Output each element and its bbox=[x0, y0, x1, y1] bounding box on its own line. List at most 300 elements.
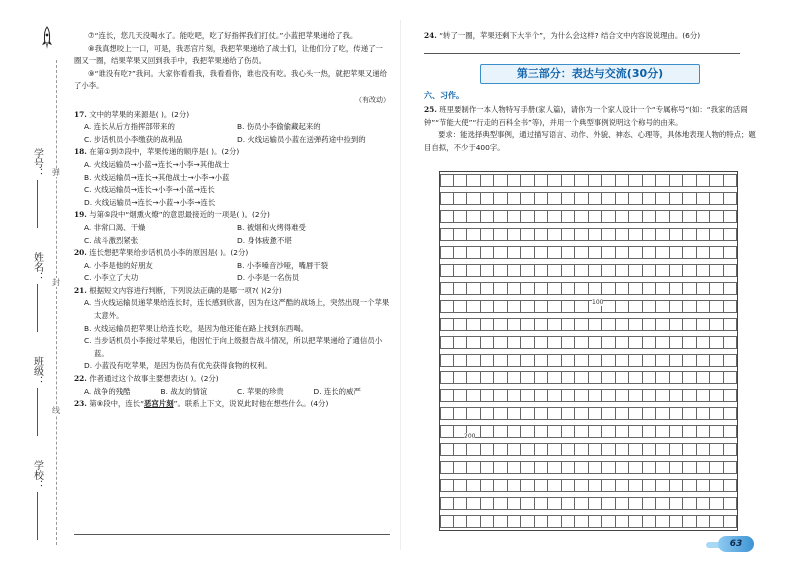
grid-cell[interactable] bbox=[440, 497, 454, 510]
grid-cell[interactable] bbox=[481, 497, 495, 510]
grid-cell[interactable] bbox=[683, 174, 697, 187]
grid-cell[interactable] bbox=[629, 479, 643, 492]
grid-cell[interactable] bbox=[616, 389, 630, 402]
grid-cell[interactable] bbox=[508, 461, 522, 474]
option[interactable]: D. 连长的威严 bbox=[313, 386, 361, 396]
grid-cell[interactable] bbox=[508, 354, 522, 367]
grid-cell[interactable] bbox=[710, 497, 724, 510]
grid-cell[interactable] bbox=[697, 246, 711, 259]
grid-cell[interactable] bbox=[535, 371, 549, 384]
grid-cell[interactable] bbox=[575, 228, 589, 241]
option[interactable]: B. 战友的情谊 bbox=[160, 386, 208, 396]
grid-cell[interactable] bbox=[521, 425, 535, 438]
grid-cell[interactable] bbox=[643, 425, 657, 438]
grid-cell[interactable] bbox=[494, 192, 508, 205]
grid-cell[interactable] bbox=[535, 228, 549, 241]
grid-cell[interactable] bbox=[602, 461, 616, 474]
grid-cell[interactable] bbox=[521, 497, 535, 510]
grid-cell[interactable] bbox=[575, 300, 589, 313]
grid-cell[interactable] bbox=[467, 282, 481, 295]
grid-cell[interactable] bbox=[548, 497, 562, 510]
grid-cell[interactable] bbox=[724, 515, 738, 528]
grid-cell[interactable] bbox=[508, 425, 522, 438]
grid-cell[interactable] bbox=[683, 192, 697, 205]
grid-cell[interactable] bbox=[656, 174, 670, 187]
grid-cell[interactable] bbox=[629, 192, 643, 205]
grid-cell[interactable] bbox=[656, 318, 670, 331]
grid-cell[interactable] bbox=[670, 354, 684, 367]
student-no-field[interactable]: 学号： bbox=[26, 148, 48, 228]
grid-cell[interactable] bbox=[575, 264, 589, 277]
grid-cell[interactable] bbox=[454, 497, 468, 510]
grid-cell[interactable] bbox=[656, 192, 670, 205]
grid-cell[interactable] bbox=[589, 174, 603, 187]
grid-cell[interactable] bbox=[535, 210, 549, 223]
grid-cell[interactable] bbox=[562, 443, 576, 456]
grid-cell[interactable] bbox=[535, 300, 549, 313]
grid-cell[interactable] bbox=[670, 300, 684, 313]
grid-cell[interactable] bbox=[575, 318, 589, 331]
grid-cell[interactable] bbox=[440, 300, 454, 313]
grid-cell[interactable] bbox=[467, 389, 481, 402]
grid-cell[interactable] bbox=[440, 282, 454, 295]
grid-cell[interactable] bbox=[467, 461, 481, 474]
grid-cell[interactable] bbox=[616, 300, 630, 313]
grid-cell[interactable] bbox=[575, 210, 589, 223]
grid-cell[interactable] bbox=[575, 515, 589, 528]
grid-cell[interactable] bbox=[629, 354, 643, 367]
grid-cell[interactable] bbox=[440, 210, 454, 223]
grid-cell[interactable] bbox=[710, 174, 724, 187]
grid-cell[interactable] bbox=[602, 300, 616, 313]
grid-cell[interactable] bbox=[670, 371, 684, 384]
grid-cell[interactable] bbox=[575, 443, 589, 456]
grid-cell[interactable] bbox=[440, 515, 454, 528]
grid-cell[interactable] bbox=[670, 515, 684, 528]
grid-cell[interactable] bbox=[697, 174, 711, 187]
grid-cell[interactable] bbox=[670, 407, 684, 420]
grid-cell[interactable] bbox=[697, 192, 711, 205]
grid-cell[interactable] bbox=[521, 264, 535, 277]
grid-cell[interactable] bbox=[724, 371, 738, 384]
grid-cell[interactable] bbox=[521, 228, 535, 241]
grid-cell[interactable] bbox=[656, 479, 670, 492]
grid-cell[interactable] bbox=[535, 389, 549, 402]
grid-cell[interactable] bbox=[494, 336, 508, 349]
grid-cell[interactable] bbox=[481, 443, 495, 456]
grid-cell[interactable] bbox=[467, 264, 481, 277]
grid-cell[interactable] bbox=[602, 515, 616, 528]
option[interactable]: D. 小蓝没有吃苹果，是因为伤员有优先获得食物的权利。 bbox=[84, 361, 272, 371]
grid-cell[interactable] bbox=[629, 174, 643, 187]
option[interactable]: C. 火线运输员→连长→小李→小蓝→连长 bbox=[84, 185, 215, 195]
option[interactable]: C. 战斗激烈紧张 bbox=[84, 235, 139, 245]
grid-cell[interactable] bbox=[697, 407, 711, 420]
grid-cell[interactable] bbox=[562, 300, 576, 313]
grid-cell[interactable] bbox=[656, 354, 670, 367]
grid-cell[interactable] bbox=[454, 443, 468, 456]
grid-cell[interactable] bbox=[656, 336, 670, 349]
grid-cell[interactable] bbox=[440, 389, 454, 402]
grid-cell[interactable] bbox=[508, 497, 522, 510]
grid-cell[interactable] bbox=[616, 246, 630, 259]
grid-cell[interactable] bbox=[670, 497, 684, 510]
grid-cell[interactable] bbox=[656, 282, 670, 295]
grid-cell[interactable] bbox=[710, 515, 724, 528]
grid-cell[interactable] bbox=[683, 210, 697, 223]
grid-cell[interactable] bbox=[521, 407, 535, 420]
grid-cell[interactable] bbox=[548, 174, 562, 187]
grid-cell[interactable] bbox=[508, 192, 522, 205]
grid-cell[interactable] bbox=[683, 407, 697, 420]
grid-cell[interactable] bbox=[724, 174, 738, 187]
grid-cell[interactable] bbox=[724, 264, 738, 277]
grid-cell[interactable] bbox=[467, 300, 481, 313]
grid-cell[interactable] bbox=[508, 210, 522, 223]
grid-cell[interactable] bbox=[494, 461, 508, 474]
grid-cell[interactable] bbox=[710, 282, 724, 295]
grid-cell[interactable] bbox=[643, 389, 657, 402]
grid-cell[interactable] bbox=[562, 389, 576, 402]
grid-cell[interactable] bbox=[548, 425, 562, 438]
grid-cell[interactable] bbox=[535, 336, 549, 349]
grid-cell[interactable] bbox=[697, 282, 711, 295]
grid-cell[interactable] bbox=[616, 282, 630, 295]
grid-cell[interactable] bbox=[494, 479, 508, 492]
answer-line[interactable] bbox=[424, 53, 740, 54]
grid-cell[interactable] bbox=[643, 443, 657, 456]
grid-cell[interactable] bbox=[494, 407, 508, 420]
grid-cell[interactable] bbox=[481, 246, 495, 259]
grid-cell[interactable] bbox=[683, 264, 697, 277]
grid-cell[interactable] bbox=[710, 336, 724, 349]
grid-cell[interactable] bbox=[629, 389, 643, 402]
grid-cell[interactable] bbox=[629, 371, 643, 384]
grid-cell[interactable] bbox=[670, 389, 684, 402]
grid-cell[interactable] bbox=[548, 210, 562, 223]
grid-cell[interactable] bbox=[575, 174, 589, 187]
option[interactable]: B. 被烟和火烤得难受 bbox=[237, 222, 306, 232]
grid-cell[interactable] bbox=[643, 354, 657, 367]
grid-cell[interactable] bbox=[454, 515, 468, 528]
grid-cell[interactable] bbox=[521, 354, 535, 367]
option[interactable]: C. 当步话机员小李接过苹果后，他因忙于向上级报告战斗情况，所以把苹果递给了通信员小蓝。 bbox=[84, 336, 383, 358]
grid-cell[interactable] bbox=[454, 228, 468, 241]
option[interactable]: A. 火线运输员→小蓝→连长→小李→其他战士 bbox=[84, 159, 230, 169]
grid-cell[interactable] bbox=[575, 192, 589, 205]
grid-cell[interactable] bbox=[683, 246, 697, 259]
grid-cell[interactable] bbox=[467, 371, 481, 384]
grid-cell[interactable] bbox=[440, 318, 454, 331]
grid-cell[interactable] bbox=[494, 443, 508, 456]
grid-cell[interactable] bbox=[656, 228, 670, 241]
grid-cell[interactable] bbox=[602, 282, 616, 295]
grid-cell[interactable] bbox=[562, 282, 576, 295]
grid-cell[interactable] bbox=[440, 192, 454, 205]
grid-cell[interactable] bbox=[710, 264, 724, 277]
grid-cell[interactable] bbox=[683, 389, 697, 402]
grid-cell[interactable] bbox=[548, 300, 562, 313]
grid-cell[interactable] bbox=[548, 246, 562, 259]
grid-cell[interactable] bbox=[508, 228, 522, 241]
grid-cell[interactable] bbox=[548, 461, 562, 474]
grid-cell[interactable] bbox=[454, 174, 468, 187]
grid-cell[interactable] bbox=[697, 210, 711, 223]
grid-cell[interactable] bbox=[616, 336, 630, 349]
grid-cell[interactable] bbox=[521, 515, 535, 528]
grid-cell[interactable] bbox=[724, 318, 738, 331]
grid-cell[interactable] bbox=[535, 461, 549, 474]
grid-cell[interactable] bbox=[589, 336, 603, 349]
grid-cell[interactable] bbox=[494, 246, 508, 259]
grid-cell[interactable] bbox=[602, 497, 616, 510]
grid-cell[interactable] bbox=[575, 479, 589, 492]
grid-cell[interactable] bbox=[643, 318, 657, 331]
option[interactable]: A. 当火线运输员递苹果给连长时，连长感到欣喜，因为在这严酷的战场上，突然出现一个苹果太意外。 bbox=[84, 298, 390, 321]
grid-cell[interactable] bbox=[656, 461, 670, 474]
grid-cell[interactable] bbox=[575, 407, 589, 420]
grid-cell[interactable] bbox=[440, 174, 454, 187]
grid-cell[interactable] bbox=[643, 192, 657, 205]
grid-cell[interactable] bbox=[548, 336, 562, 349]
grid-cell[interactable] bbox=[616, 228, 630, 241]
grid-cell[interactable] bbox=[616, 407, 630, 420]
grid-cell[interactable] bbox=[548, 479, 562, 492]
grid-cell[interactable] bbox=[440, 264, 454, 277]
grid-cell[interactable] bbox=[697, 461, 711, 474]
grid-cell[interactable] bbox=[454, 336, 468, 349]
grid-cell[interactable] bbox=[656, 425, 670, 438]
grid-cell[interactable] bbox=[521, 210, 535, 223]
grid-cell[interactable] bbox=[589, 354, 603, 367]
grid-cell[interactable] bbox=[589, 515, 603, 528]
grid-cell[interactable] bbox=[643, 264, 657, 277]
grid-cell[interactable] bbox=[629, 515, 643, 528]
grid-cell[interactable] bbox=[440, 354, 454, 367]
grid-cell[interactable] bbox=[710, 443, 724, 456]
grid-cell[interactable] bbox=[481, 228, 495, 241]
grid-cell[interactable] bbox=[602, 389, 616, 402]
grid-cell[interactable] bbox=[670, 461, 684, 474]
grid-cell[interactable] bbox=[454, 389, 468, 402]
grid-cell[interactable] bbox=[535, 354, 549, 367]
grid-cell[interactable] bbox=[724, 389, 738, 402]
grid-cell[interactable] bbox=[508, 174, 522, 187]
grid-cell[interactable] bbox=[562, 246, 576, 259]
grid-cell[interactable] bbox=[548, 371, 562, 384]
grid-cell[interactable] bbox=[602, 318, 616, 331]
grid-cell[interactable] bbox=[683, 282, 697, 295]
grid-cell[interactable] bbox=[629, 282, 643, 295]
grid-cell[interactable] bbox=[616, 443, 630, 456]
grid-cell[interactable] bbox=[535, 174, 549, 187]
grid-cell[interactable] bbox=[643, 497, 657, 510]
grid-cell[interactable] bbox=[697, 443, 711, 456]
grid-cell[interactable] bbox=[670, 210, 684, 223]
option[interactable]: B. 火线运输员把苹果让给连长吃，是因为他还能在路上找到东西喝。 bbox=[84, 323, 309, 333]
grid-cell[interactable] bbox=[629, 336, 643, 349]
grid-cell[interactable] bbox=[602, 479, 616, 492]
grid-cell[interactable] bbox=[656, 443, 670, 456]
grid-cell[interactable] bbox=[602, 228, 616, 241]
grid-cell[interactable] bbox=[467, 174, 481, 187]
option[interactable]: D. 火线运输员→连长→小蓝→小李→连长 bbox=[84, 197, 216, 207]
grid-cell[interactable] bbox=[548, 354, 562, 367]
grid-cell[interactable] bbox=[521, 371, 535, 384]
grid-cell[interactable] bbox=[643, 515, 657, 528]
grid-cell[interactable] bbox=[494, 497, 508, 510]
grid-cell[interactable] bbox=[602, 210, 616, 223]
grid-cell[interactable] bbox=[440, 336, 454, 349]
grid-cell[interactable] bbox=[521, 282, 535, 295]
option[interactable]: A. 非常口渴、干燥 bbox=[84, 222, 146, 232]
grid-cell[interactable] bbox=[562, 425, 576, 438]
grid-cell[interactable] bbox=[454, 210, 468, 223]
grid-cell[interactable] bbox=[616, 210, 630, 223]
grid-cell[interactable] bbox=[575, 336, 589, 349]
grid-cell[interactable] bbox=[521, 318, 535, 331]
grid-cell[interactable] bbox=[616, 174, 630, 187]
option[interactable]: D. 小李是一名伤员 bbox=[237, 273, 300, 283]
grid-cell[interactable] bbox=[629, 461, 643, 474]
grid-cell[interactable] bbox=[683, 515, 697, 528]
grid-cell[interactable] bbox=[629, 300, 643, 313]
grid-cell[interactable] bbox=[508, 389, 522, 402]
grid-cell[interactable] bbox=[616, 497, 630, 510]
grid-cell[interactable] bbox=[616, 461, 630, 474]
grid-cell[interactable] bbox=[670, 246, 684, 259]
grid-cell[interactable] bbox=[697, 300, 711, 313]
grid-cell[interactable] bbox=[521, 300, 535, 313]
grid-cell[interactable] bbox=[521, 461, 535, 474]
grid-cell[interactable] bbox=[494, 282, 508, 295]
grid-cell[interactable] bbox=[454, 371, 468, 384]
grid-cell[interactable] bbox=[467, 443, 481, 456]
grid-cell[interactable] bbox=[656, 371, 670, 384]
grid-cell[interactable] bbox=[467, 318, 481, 331]
grid-cell[interactable] bbox=[508, 443, 522, 456]
grid-cell[interactable] bbox=[548, 318, 562, 331]
grid-cell[interactable] bbox=[589, 371, 603, 384]
grid-cell[interactable] bbox=[710, 228, 724, 241]
grid-cell[interactable] bbox=[683, 443, 697, 456]
grid-cell[interactable] bbox=[521, 389, 535, 402]
grid-cell[interactable] bbox=[683, 336, 697, 349]
grid-cell[interactable] bbox=[575, 282, 589, 295]
option[interactable]: A. 战争的残酷 bbox=[84, 386, 131, 396]
grid-cell[interactable] bbox=[724, 192, 738, 205]
grid-cell[interactable] bbox=[494, 425, 508, 438]
grid-cell[interactable] bbox=[589, 497, 603, 510]
grid-cell[interactable] bbox=[656, 264, 670, 277]
grid-cell[interactable] bbox=[548, 192, 562, 205]
school-field[interactable]: 学校： bbox=[26, 460, 48, 540]
grid-cell[interactable] bbox=[656, 515, 670, 528]
grid-cell[interactable] bbox=[481, 174, 495, 187]
grid-cell[interactable] bbox=[454, 354, 468, 367]
grid-cell[interactable] bbox=[656, 407, 670, 420]
grid-cell[interactable] bbox=[562, 497, 576, 510]
grid-cell[interactable] bbox=[710, 210, 724, 223]
grid-cell[interactable] bbox=[454, 479, 468, 492]
grid-cell[interactable] bbox=[697, 389, 711, 402]
grid-cell[interactable] bbox=[562, 174, 576, 187]
grid-cell[interactable] bbox=[467, 354, 481, 367]
grid-cell[interactable] bbox=[724, 425, 738, 438]
grid-cell[interactable] bbox=[724, 228, 738, 241]
grid-cell[interactable] bbox=[710, 425, 724, 438]
grid-cell[interactable] bbox=[697, 228, 711, 241]
option[interactable]: B. 伤员小李偷偷藏起来的 bbox=[237, 122, 321, 132]
grid-cell[interactable] bbox=[535, 497, 549, 510]
option[interactable]: B. 小李嗓音沙哑，嘴唇干裂 bbox=[237, 260, 329, 270]
grid-cell[interactable] bbox=[697, 479, 711, 492]
grid-cell[interactable] bbox=[616, 479, 630, 492]
grid-cell[interactable] bbox=[670, 336, 684, 349]
grid-cell[interactable] bbox=[643, 371, 657, 384]
grid-cell[interactable] bbox=[602, 264, 616, 277]
grid-cell[interactable] bbox=[616, 425, 630, 438]
grid-cell[interactable] bbox=[670, 192, 684, 205]
grid-cell[interactable] bbox=[467, 407, 481, 420]
grid-cell[interactable] bbox=[670, 425, 684, 438]
grid-cell[interactable] bbox=[683, 354, 697, 367]
grid-cell[interactable] bbox=[508, 264, 522, 277]
grid-cell[interactable] bbox=[481, 192, 495, 205]
grid-cell[interactable] bbox=[575, 425, 589, 438]
grid-cell[interactable] bbox=[683, 228, 697, 241]
grid-cell[interactable] bbox=[670, 174, 684, 187]
grid-cell[interactable] bbox=[440, 479, 454, 492]
name-field[interactable]: 姓名： bbox=[26, 252, 48, 332]
grid-cell[interactable] bbox=[575, 497, 589, 510]
grid-cell[interactable] bbox=[548, 443, 562, 456]
grid-cell[interactable] bbox=[440, 371, 454, 384]
grid-cell[interactable] bbox=[562, 210, 576, 223]
option[interactable]: A. 连长从后方指挥部带来的 bbox=[84, 122, 175, 132]
grid-cell[interactable] bbox=[602, 246, 616, 259]
grid-cell[interactable] bbox=[494, 318, 508, 331]
option[interactable]: C. 小李立了大功 bbox=[84, 273, 139, 283]
grid-cell[interactable] bbox=[467, 210, 481, 223]
grid-cell[interactable] bbox=[589, 192, 603, 205]
writing-grid[interactable] bbox=[439, 171, 738, 531]
grid-cell[interactable] bbox=[467, 497, 481, 510]
grid-cell[interactable] bbox=[454, 192, 468, 205]
grid-cell[interactable] bbox=[521, 336, 535, 349]
grid-cell[interactable] bbox=[710, 479, 724, 492]
grid-cell[interactable] bbox=[467, 192, 481, 205]
grid-cell[interactable] bbox=[535, 515, 549, 528]
grid-cell[interactable] bbox=[670, 318, 684, 331]
grid-cell[interactable] bbox=[724, 407, 738, 420]
grid-cell[interactable] bbox=[494, 515, 508, 528]
grid-cell[interactable] bbox=[535, 282, 549, 295]
grid-cell[interactable] bbox=[697, 336, 711, 349]
grid-cell[interactable] bbox=[575, 354, 589, 367]
grid-cell[interactable] bbox=[494, 371, 508, 384]
grid-cell[interactable] bbox=[589, 246, 603, 259]
grid-cell[interactable] bbox=[629, 264, 643, 277]
grid-cell[interactable] bbox=[656, 246, 670, 259]
grid-cell[interactable] bbox=[643, 461, 657, 474]
grid-cell[interactable] bbox=[629, 246, 643, 259]
grid-cell[interactable] bbox=[724, 443, 738, 456]
grid-cell[interactable] bbox=[467, 336, 481, 349]
grid-cell[interactable] bbox=[710, 246, 724, 259]
grid-cell[interactable] bbox=[535, 443, 549, 456]
grid-cell[interactable] bbox=[562, 264, 576, 277]
